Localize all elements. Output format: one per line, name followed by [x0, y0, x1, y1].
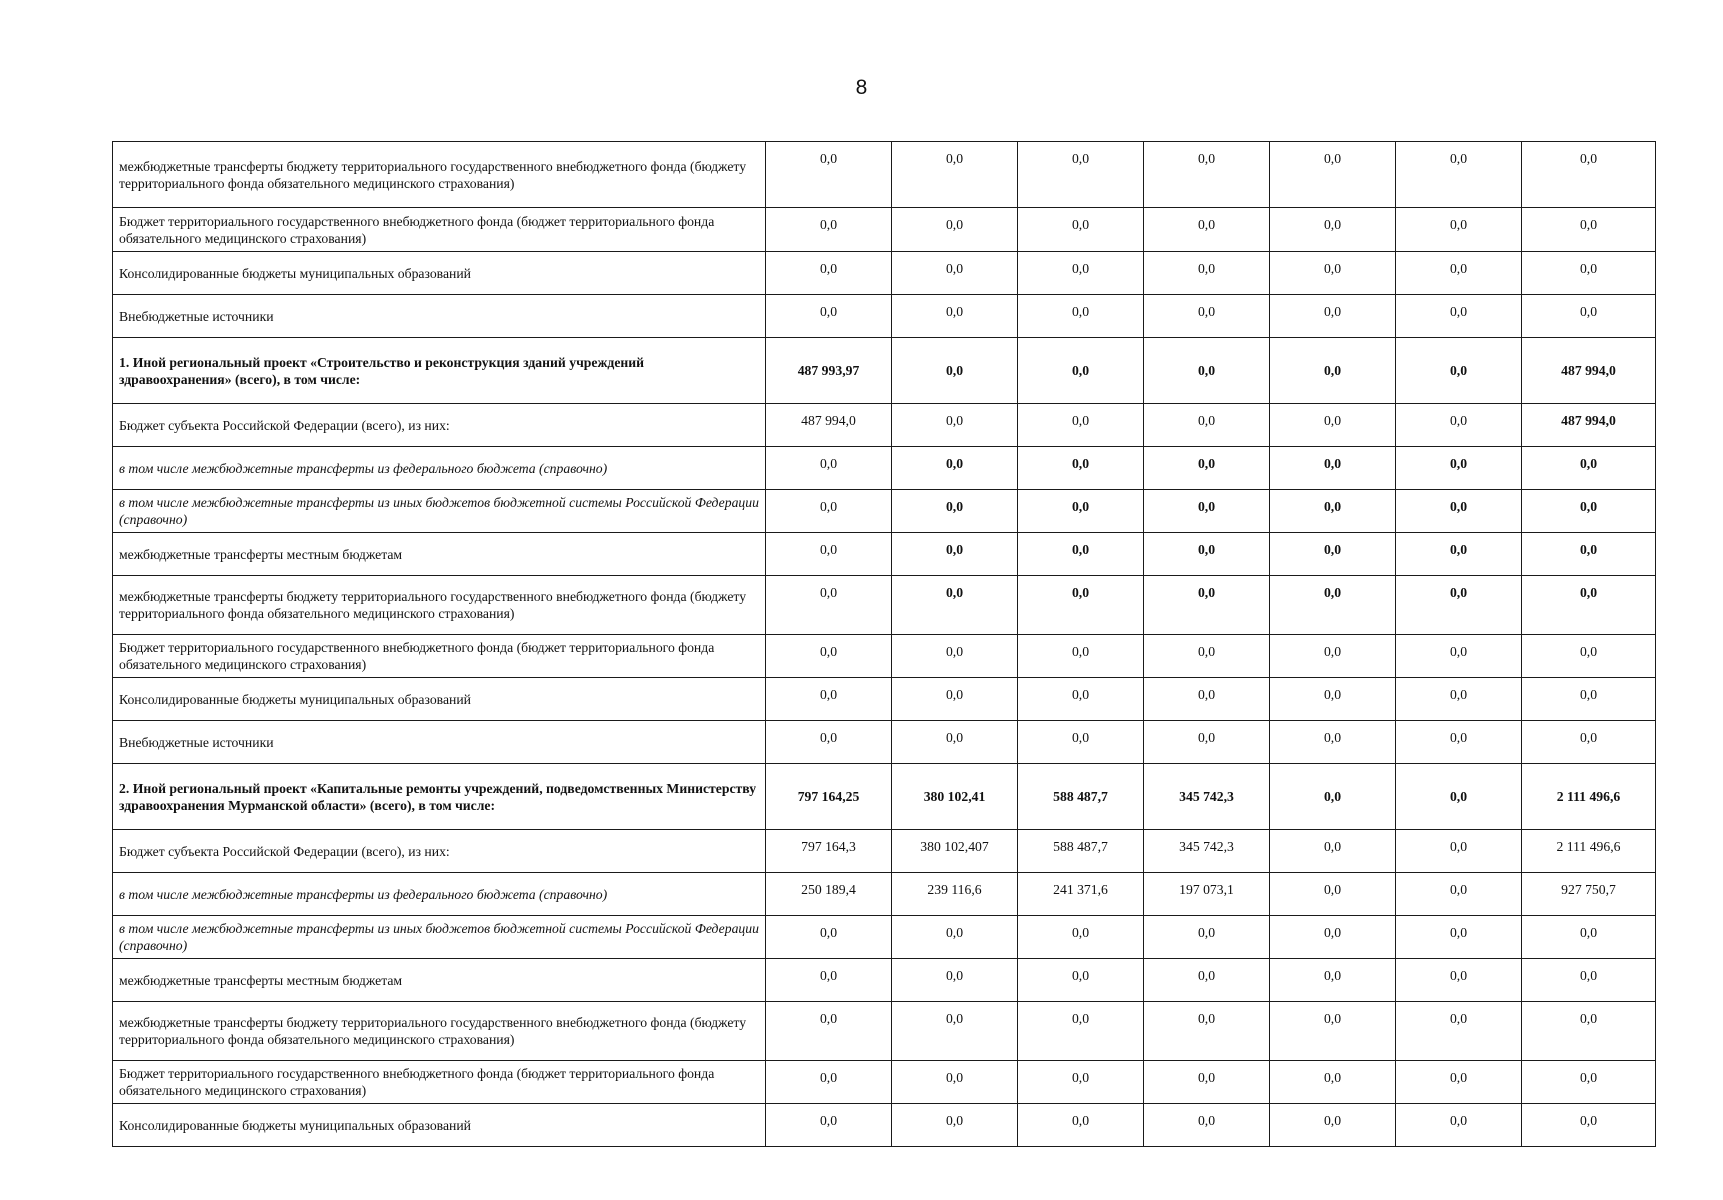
- row-label: 2. Иной региональный проект «Капитальные ремонты учреждений, подведомственных Министерству здравоохранения Мурманской области» (всего), в том числе:: [113, 764, 766, 830]
- table-row: [113, 490, 1656, 533]
- table-row: [113, 208, 1656, 252]
- table-row: [113, 404, 1656, 447]
- value-cell: 0,0: [892, 338, 1018, 404]
- value-cell: 0,0: [1018, 404, 1144, 447]
- value-cell: 0,0: [766, 490, 892, 533]
- table-row: [113, 830, 1656, 873]
- value-cell: 0,0: [1522, 959, 1656, 1002]
- value-cell: 0,0: [1018, 208, 1144, 252]
- value-cell: 0,0: [766, 252, 892, 295]
- budget-table-body: [113, 142, 1656, 1147]
- row-label: в том числе межбюджетные трансферты из федерального бюджета (справочно): [113, 873, 766, 916]
- value-cell: 0,0: [892, 1104, 1018, 1147]
- value-cell: 0,0: [1396, 142, 1522, 208]
- value-cell: 487 993,97: [766, 338, 892, 404]
- row-label: межбюджетные трансферты местным бюджетам: [113, 533, 766, 576]
- value-cell: 0,0: [892, 678, 1018, 721]
- value-cell: 0,0: [766, 635, 892, 678]
- value-cell: 345 742,3: [1144, 764, 1270, 830]
- value-cell: 0,0: [1396, 678, 1522, 721]
- value-cell: 0,0: [1270, 916, 1396, 959]
- table-row: [113, 959, 1656, 1002]
- value-cell: 487 994,0: [1522, 338, 1656, 404]
- value-cell: 0,0: [1522, 252, 1656, 295]
- row-label: Консолидированные бюджеты муниципальных образований: [113, 1104, 766, 1147]
- table-row: [113, 1061, 1656, 1104]
- value-cell: 0,0: [1018, 721, 1144, 764]
- table-row: [113, 338, 1656, 404]
- value-cell: 0,0: [766, 1061, 892, 1104]
- value-cell: 0,0: [1522, 142, 1656, 208]
- value-cell: 0,0: [766, 1002, 892, 1061]
- page-number: 8: [855, 76, 868, 99]
- value-cell: 0,0: [1144, 959, 1270, 1002]
- value-cell: 0,0: [1144, 916, 1270, 959]
- value-cell: 0,0: [766, 916, 892, 959]
- value-cell: 0,0: [1396, 959, 1522, 1002]
- value-cell: 0,0: [892, 1061, 1018, 1104]
- row-label: в том числе межбюджетные трансферты из федерального бюджета (справочно): [113, 447, 766, 490]
- value-cell: 250 189,4: [766, 873, 892, 916]
- value-cell: 0,0: [1270, 338, 1396, 404]
- value-cell: 2 111 496,6: [1522, 764, 1656, 830]
- value-cell: 0,0: [1270, 721, 1396, 764]
- value-cell: 0,0: [1018, 295, 1144, 338]
- value-cell: 0,0: [1144, 252, 1270, 295]
- value-cell: 0,0: [766, 447, 892, 490]
- value-cell: 0,0: [892, 490, 1018, 533]
- row-label: межбюджетные трансферты местным бюджетам: [113, 959, 766, 1002]
- value-cell: 0,0: [1018, 338, 1144, 404]
- value-cell: 0,0: [892, 447, 1018, 490]
- value-cell: 0,0: [1396, 1061, 1522, 1104]
- value-cell: 0,0: [1522, 721, 1656, 764]
- value-cell: 0,0: [1270, 404, 1396, 447]
- value-cell: 0,0: [1270, 873, 1396, 916]
- table-row: [113, 678, 1656, 721]
- value-cell: 0,0: [1522, 916, 1656, 959]
- value-cell: 0,0: [1144, 635, 1270, 678]
- value-cell: 0,0: [1396, 873, 1522, 916]
- value-cell: 241 371,6: [1018, 873, 1144, 916]
- value-cell: 0,0: [1270, 142, 1396, 208]
- value-cell: 0,0: [1270, 533, 1396, 576]
- value-cell: 0,0: [1018, 959, 1144, 1002]
- value-cell: 0,0: [892, 721, 1018, 764]
- value-cell: 0,0: [1522, 678, 1656, 721]
- value-cell: 0,0: [892, 252, 1018, 295]
- value-cell: 0,0: [892, 635, 1018, 678]
- row-label: в том числе межбюджетные трансферты из иных бюджетов бюджетной системы Российской Федерации (справочно): [113, 490, 766, 533]
- value-cell: 0,0: [766, 533, 892, 576]
- value-cell: 0,0: [1396, 1104, 1522, 1147]
- value-cell: 0,0: [892, 404, 1018, 447]
- value-cell: 0,0: [1018, 447, 1144, 490]
- value-cell: 0,0: [1144, 678, 1270, 721]
- row-label: Бюджет субъекта Российской Федерации (всего), из них:: [113, 404, 766, 447]
- value-cell: 927 750,7: [1522, 873, 1656, 916]
- value-cell: 0,0: [1522, 208, 1656, 252]
- value-cell: 0,0: [1018, 533, 1144, 576]
- value-cell: 0,0: [1396, 490, 1522, 533]
- value-cell: 0,0: [766, 208, 892, 252]
- value-cell: 0,0: [766, 678, 892, 721]
- table-row: [113, 721, 1656, 764]
- value-cell: 0,0: [1270, 576, 1396, 635]
- value-cell: 2 111 496,6: [1522, 830, 1656, 873]
- value-cell: 380 102,41: [892, 764, 1018, 830]
- value-cell: 345 742,3: [1144, 830, 1270, 873]
- table-row: [113, 873, 1656, 916]
- value-cell: 0,0: [1396, 338, 1522, 404]
- table-row: [113, 252, 1656, 295]
- table-row: [113, 295, 1656, 338]
- value-cell: 797 164,3: [766, 830, 892, 873]
- table-row: [113, 635, 1656, 678]
- row-label: Бюджет территориального государственного внебюджетного фонда (бюджет территориального фонда обязательного медицинского страхования): [113, 1061, 766, 1104]
- value-cell: 0,0: [1144, 208, 1270, 252]
- value-cell: 0,0: [1270, 1061, 1396, 1104]
- value-cell: 588 487,7: [1018, 764, 1144, 830]
- table-row: [113, 447, 1656, 490]
- value-cell: 0,0: [1144, 576, 1270, 635]
- value-cell: 0,0: [1396, 252, 1522, 295]
- value-cell: 0,0: [1396, 721, 1522, 764]
- row-label: Бюджет территориального государственного внебюджетного фонда (бюджет территориального фонда обязательного медицинского страхования): [113, 208, 766, 252]
- value-cell: 0,0: [1396, 635, 1522, 678]
- value-cell: 0,0: [892, 208, 1018, 252]
- value-cell: 0,0: [1018, 635, 1144, 678]
- value-cell: 197 073,1: [1144, 873, 1270, 916]
- value-cell: 0,0: [1396, 208, 1522, 252]
- value-cell: 0,0: [1270, 830, 1396, 873]
- value-cell: 0,0: [1396, 404, 1522, 447]
- value-cell: 380 102,407: [892, 830, 1018, 873]
- table-row: [113, 1104, 1656, 1147]
- row-label: 1. Иной региональный проект «Строительство и реконструкция зданий учреждений здравоохранения» (всего), в том числе:: [113, 338, 766, 404]
- value-cell: 0,0: [1144, 404, 1270, 447]
- value-cell: 0,0: [1522, 1061, 1656, 1104]
- value-cell: 0,0: [1270, 1104, 1396, 1147]
- row-label: Внебюджетные источники: [113, 295, 766, 338]
- row-label: межбюджетные трансферты бюджету территориального государственного внебюджетного фонда (бюджету территориального фонда обязательного медицинского страхования): [113, 576, 766, 635]
- value-cell: 0,0: [1396, 533, 1522, 576]
- table-row: [113, 1002, 1656, 1061]
- value-cell: 0,0: [1270, 490, 1396, 533]
- row-label: Бюджет территориального государственного внебюджетного фонда (бюджет территориального фонда обязательного медицинского страхования): [113, 635, 766, 678]
- value-cell: 0,0: [1018, 490, 1144, 533]
- value-cell: 487 994,0: [1522, 404, 1656, 447]
- row-label: в том числе межбюджетные трансферты из иных бюджетов бюджетной системы Российской Федерации (справочно): [113, 916, 766, 959]
- value-cell: 0,0: [1144, 1104, 1270, 1147]
- value-cell: 0,0: [1270, 678, 1396, 721]
- value-cell: 0,0: [766, 959, 892, 1002]
- row-label: Консолидированные бюджеты муниципальных образований: [113, 252, 766, 295]
- value-cell: 0,0: [1144, 295, 1270, 338]
- value-cell: 0,0: [892, 533, 1018, 576]
- value-cell: 239 116,6: [892, 873, 1018, 916]
- table-row: [113, 142, 1656, 208]
- value-cell: 487 994,0: [766, 404, 892, 447]
- value-cell: 0,0: [766, 142, 892, 208]
- table-row: [113, 576, 1656, 635]
- value-cell: 0,0: [766, 576, 892, 635]
- value-cell: 0,0: [1522, 447, 1656, 490]
- value-cell: 0,0: [892, 142, 1018, 208]
- value-cell: 0,0: [1144, 533, 1270, 576]
- value-cell: 0,0: [1270, 447, 1396, 490]
- value-cell: 0,0: [1522, 576, 1656, 635]
- value-cell: 0,0: [1270, 1002, 1396, 1061]
- value-cell: 0,0: [1522, 295, 1656, 338]
- value-cell: 0,0: [1522, 635, 1656, 678]
- row-label: Бюджет субъекта Российской Федерации (всего), из них:: [113, 830, 766, 873]
- value-cell: 0,0: [1396, 916, 1522, 959]
- value-cell: 0,0: [1018, 916, 1144, 959]
- value-cell: 0,0: [1270, 208, 1396, 252]
- value-cell: 0,0: [1018, 252, 1144, 295]
- value-cell: 0,0: [766, 721, 892, 764]
- value-cell: 0,0: [1018, 1002, 1144, 1061]
- value-cell: 0,0: [1396, 576, 1522, 635]
- table-row: [113, 916, 1656, 959]
- value-cell: 588 487,7: [1018, 830, 1144, 873]
- value-cell: 0,0: [1396, 447, 1522, 490]
- value-cell: 0,0: [1522, 1104, 1656, 1147]
- value-cell: 0,0: [892, 1002, 1018, 1061]
- value-cell: 0,0: [1018, 678, 1144, 721]
- value-cell: 0,0: [1522, 533, 1656, 576]
- value-cell: 0,0: [892, 576, 1018, 635]
- value-cell: 0,0: [1018, 1104, 1144, 1147]
- value-cell: 0,0: [1270, 959, 1396, 1002]
- value-cell: 0,0: [766, 1104, 892, 1147]
- value-cell: 797 164,25: [766, 764, 892, 830]
- value-cell: 0,0: [1396, 1002, 1522, 1061]
- value-cell: 0,0: [1270, 764, 1396, 830]
- value-cell: 0,0: [766, 295, 892, 338]
- value-cell: 0,0: [1018, 576, 1144, 635]
- value-cell: 0,0: [1270, 295, 1396, 338]
- value-cell: 0,0: [892, 959, 1018, 1002]
- value-cell: 0,0: [1396, 764, 1522, 830]
- row-label: Внебюджетные источники: [113, 721, 766, 764]
- value-cell: 0,0: [1396, 295, 1522, 338]
- value-cell: 0,0: [1144, 1002, 1270, 1061]
- value-cell: 0,0: [1144, 142, 1270, 208]
- value-cell: 0,0: [1144, 447, 1270, 490]
- value-cell: 0,0: [1144, 338, 1270, 404]
- row-label: межбюджетные трансферты бюджету территориального государственного внебюджетного фонда (бюджету территориального фонда обязательного медицинского страхования): [113, 1002, 766, 1061]
- value-cell: 0,0: [1522, 490, 1656, 533]
- value-cell: 0,0: [892, 295, 1018, 338]
- value-cell: 0,0: [1144, 1061, 1270, 1104]
- value-cell: 0,0: [1144, 721, 1270, 764]
- value-cell: 0,0: [892, 916, 1018, 959]
- value-cell: 0,0: [1018, 142, 1144, 208]
- value-cell: 0,0: [1396, 830, 1522, 873]
- value-cell: 0,0: [1522, 1002, 1656, 1061]
- value-cell: 0,0: [1018, 1061, 1144, 1104]
- value-cell: 0,0: [1270, 252, 1396, 295]
- table-row: [113, 533, 1656, 576]
- budget-table: [112, 141, 1656, 1147]
- row-label: межбюджетные трансферты бюджету территориального государственного внебюджетного фонда (бюджету территориального фонда обязательного медицинского страхования): [113, 142, 766, 208]
- value-cell: 0,0: [1144, 490, 1270, 533]
- row-label: Консолидированные бюджеты муниципальных образований: [113, 678, 766, 721]
- table-row: [113, 764, 1656, 830]
- value-cell: 0,0: [1270, 635, 1396, 678]
